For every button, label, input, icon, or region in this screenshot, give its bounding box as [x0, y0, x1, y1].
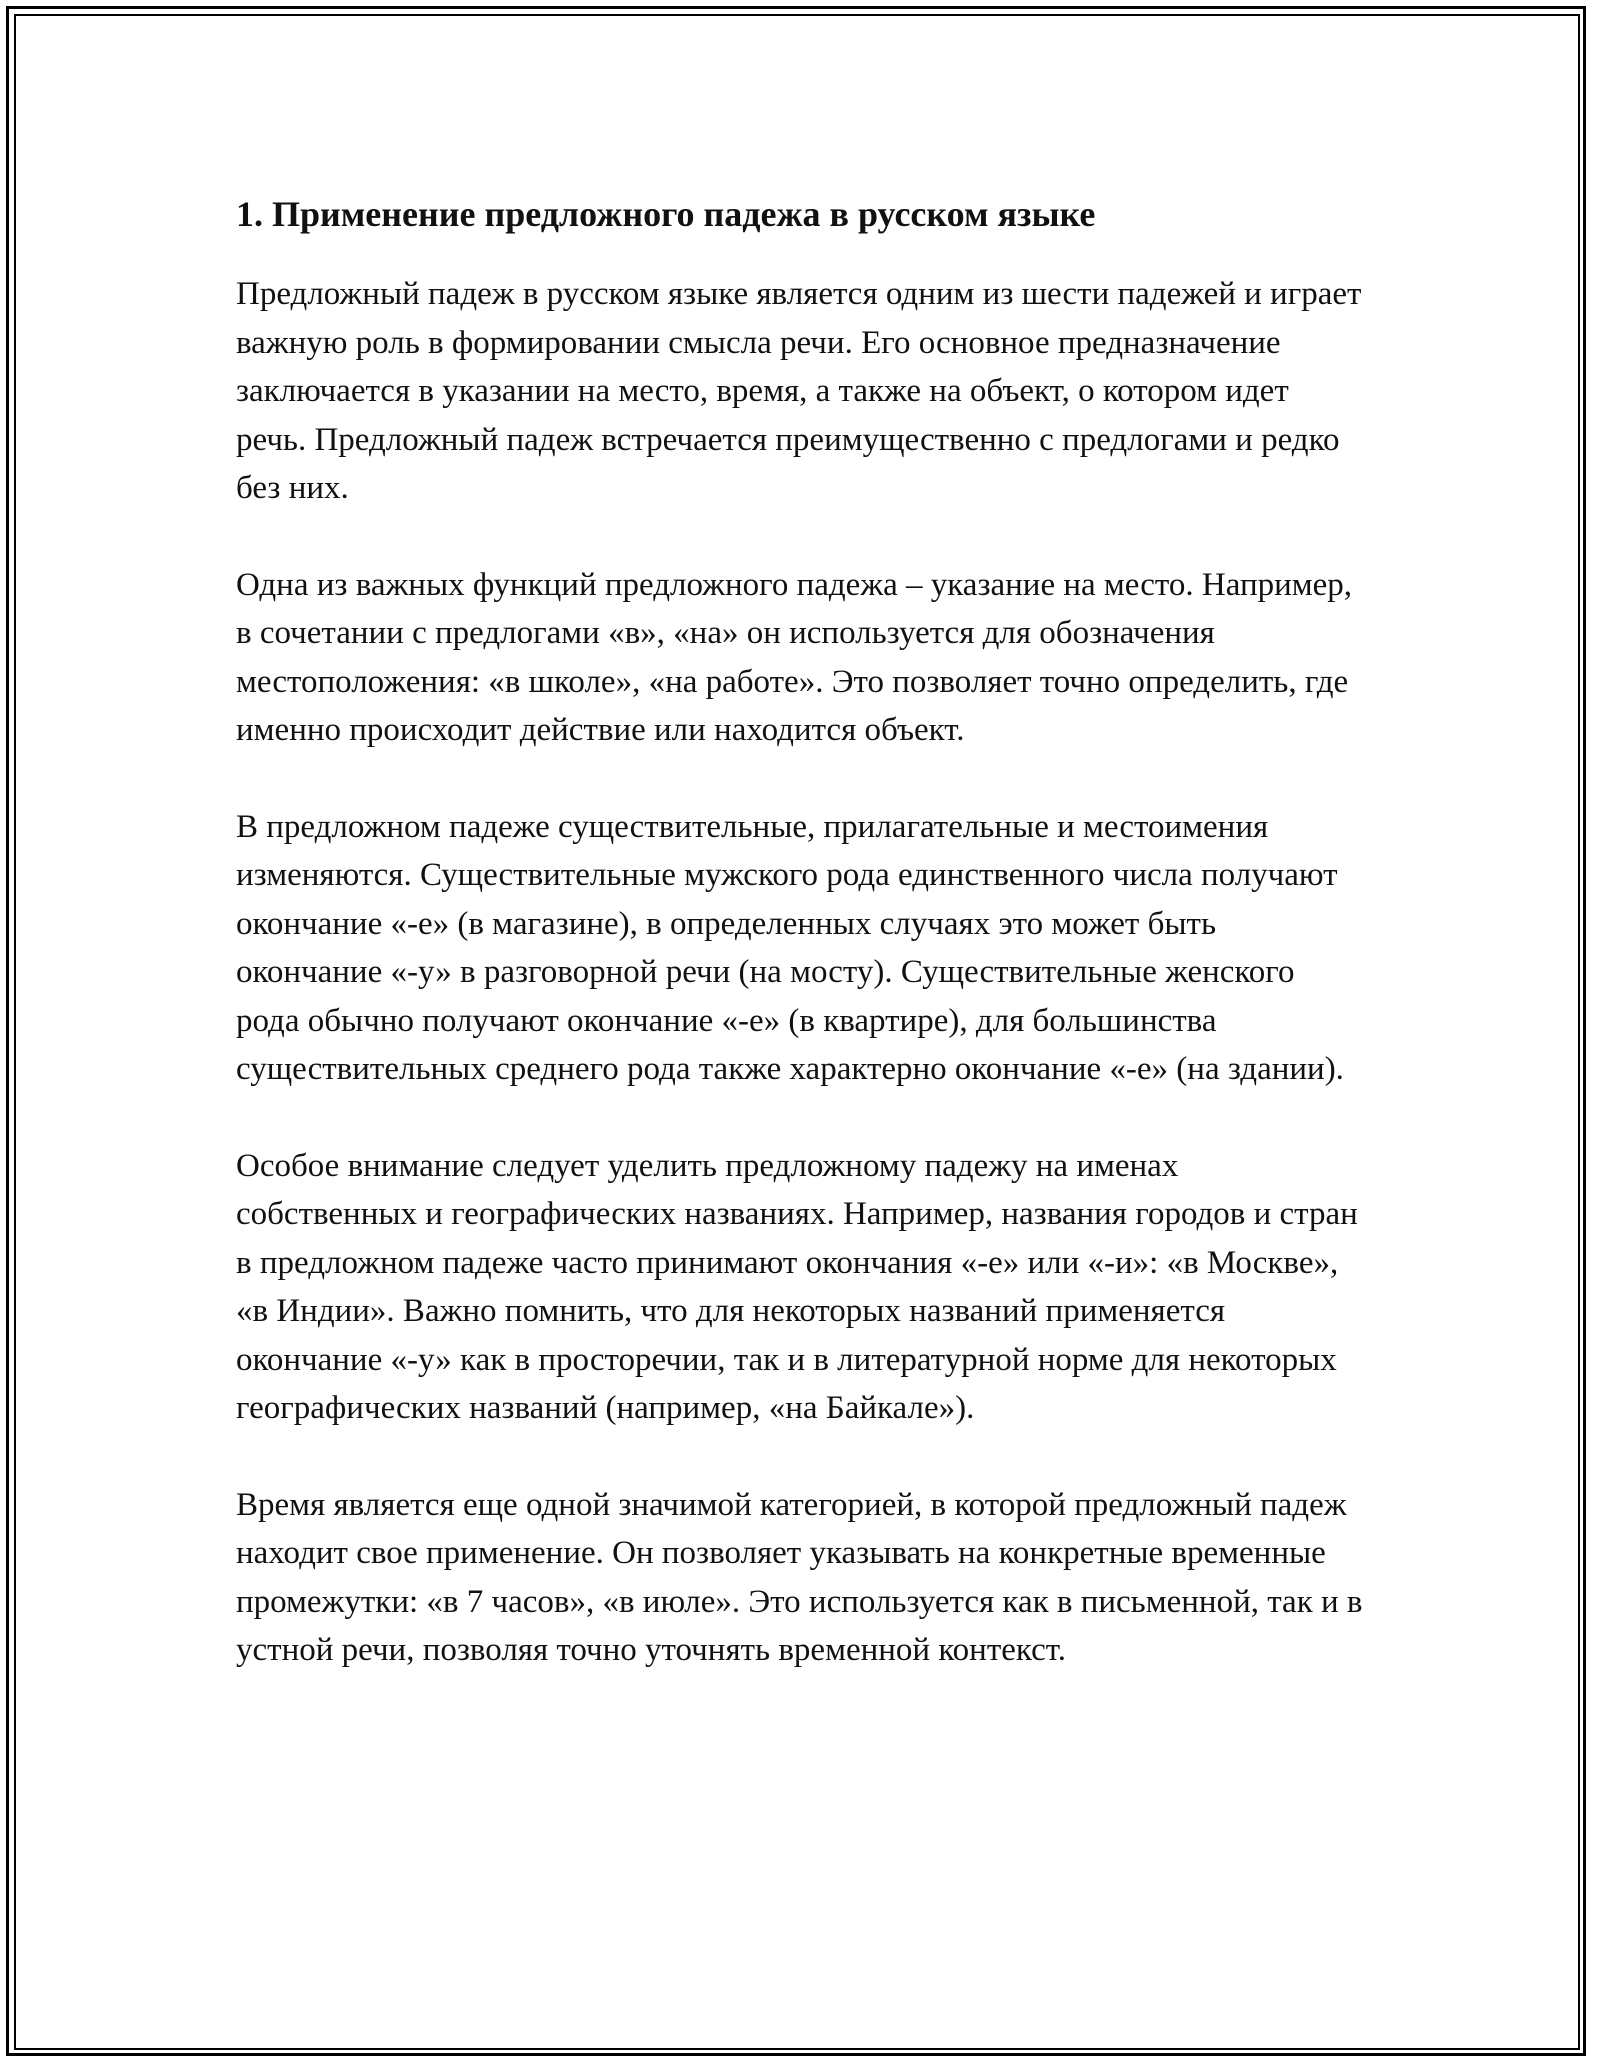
paragraph-3: В предложном падеже существительные, прилагательные и местоимения изменяются. Существительные мужского рода единственного числа получают окончание «-е» (в магазине), в определенных случаях это может быть окончание «-у» в разговорной речи (на мосту). Существительные женского рода обычно получают окончание «-е» (в квартире), для большинства существительных среднего рода также характерно окончание «-е» (на здании). — [236, 808, 1344, 1087]
paragraph-1: Предложный падеж в русском языке является одним из шести падежей и играет важную роль в формировании смысла речи. Его основное предназначение заключается в указании на место, время, а также на объект, о котором идет речь. Предложный падеж встречается преимущественно с предлогами и редко без них. — [236, 276, 1362, 506]
section-title: 1. Применение предложного падежа в русском языке — [236, 194, 1096, 234]
paragraph-5: Время является еще одной значимой категорией, в которой предложный падеж находит свое применение. Он позволяет указывать на конкретные временные промежутки: «в 7 часов», «в июле». Это используется как в письменной, так и в устной речи, позволяя точно уточнять временной контекст. — [236, 1486, 1363, 1668]
document-body — [236, 186, 1366, 1723]
paragraph-4: Особое внимание следует уделить предложному падежу на именах собственных и географических названиях. Например, названия городов и стран в предложном падеже часто принимают окончания «-е» или «-и»: «в Москве», «в Индии». Важно помнить, что для некоторых названий применяется окончание «-у» как в просторечии, так и в литературной норме для некоторых географических названий (например, «на Байкале»). — [236, 1147, 1358, 1426]
paragraph-2: Одна из важных функций предложного падежа – указание на место. Например, в сочетании с предлогами «в», «на» он используется для обозначения местоположения: «в школе», «на работе». Это позволяет точно определить, где именно происходит действие или находится объект. — [236, 566, 1353, 748]
